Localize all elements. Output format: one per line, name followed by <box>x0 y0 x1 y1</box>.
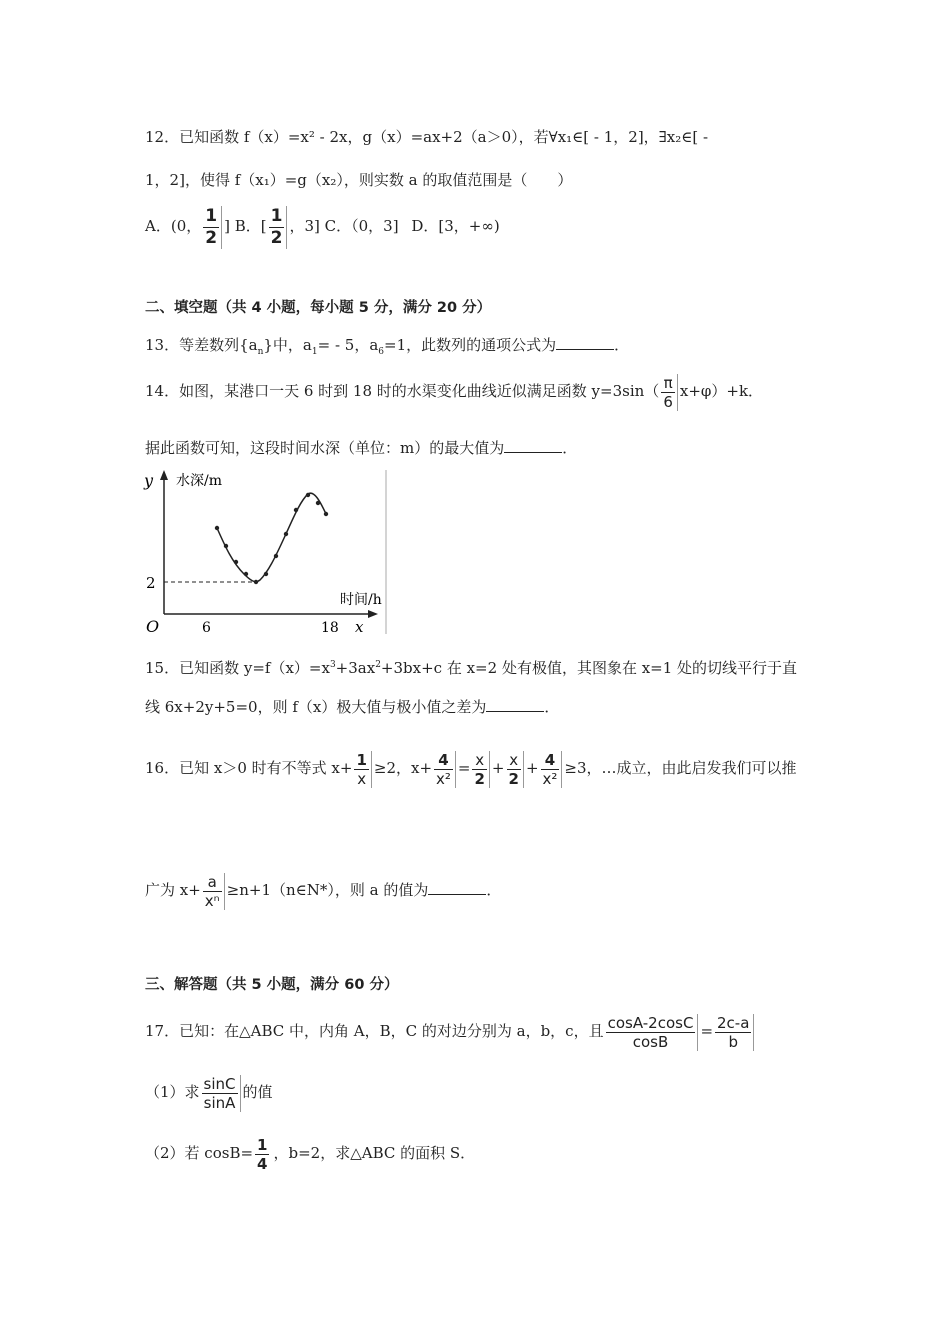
y-tick-label: 2 <box>146 574 156 592</box>
q17-part1-a: （1）求 <box>145 1083 200 1101</box>
q15-line2-text: 线 6x+2y+5=0，则 f（x）极大值与极小值之差为 <box>145 698 487 716</box>
q17-part-a: 17．已知：在△ABC 中，内角 A，B，C 的对边分别为 a，b，c，且 <box>145 1022 604 1040</box>
x-unit-label: 时间/h <box>340 592 382 608</box>
fraction-numerator: 2c-a <box>717 1013 750 1032</box>
fraction-denominator: 2 <box>474 769 485 788</box>
q12-line2: 1，2]，使得 f（x₁）=g（x₂），则实数 a 的取值范围是（ ） <box>145 171 573 189</box>
q13-part-c: = - 5，a <box>317 336 379 354</box>
q17-fraction-2 <box>715 1014 754 1051</box>
fraction-denominator: x <box>357 769 367 788</box>
curve-point <box>284 532 288 536</box>
fraction-numerator: 1 <box>205 205 218 226</box>
q12-option-a-label: A． <box>145 217 171 235</box>
q13-end: ． <box>614 336 630 354</box>
fraction-denominator: 2 <box>508 769 519 788</box>
q14-part-a: 14．如图，某港口一天 6 时到 18 时的水渠变化曲线近似满足函数 y=3sin（ <box>145 382 660 400</box>
q12-option-b-left: [ <box>260 217 267 235</box>
q15-line1 <box>145 655 797 678</box>
answer-blank <box>556 335 614 350</box>
section3-heading: 三、解答题（共 5 小题，满分 60 分） <box>145 977 399 993</box>
q12-line1: 12．已知函数 f（x）=x² - 2x，g（x）=ax+2（a＞0），若∀x₁∈[ - 1，2]，∃x₂∈[ - <box>145 128 709 146</box>
q14-line2 <box>145 438 577 458</box>
fraction-numerator: 1 <box>356 750 367 769</box>
curve-point <box>264 572 268 576</box>
fraction-numerator: 4 <box>541 751 560 770</box>
x-tick-label-6: 6 <box>202 620 211 636</box>
q17-part1 <box>145 1069 273 1115</box>
y-axis-arrow <box>160 470 168 480</box>
q16-fraction-5 <box>541 751 563 788</box>
fraction-denominator: 4 <box>257 1154 268 1173</box>
depth-curve <box>217 493 326 581</box>
curve-point <box>244 572 248 576</box>
fraction-denominator: x² <box>542 769 558 788</box>
fraction-denominator: xⁿ <box>204 891 220 910</box>
q12-option-d: D．[3，+∞) <box>411 217 500 235</box>
water-depth-figure <box>140 466 392 638</box>
q16-part-f: ≥3，…成立，由此启发我们可以推 <box>564 759 797 777</box>
x-axis-arrow <box>368 610 378 618</box>
fraction-denominator: b <box>728 1032 738 1051</box>
q12-options <box>145 204 500 249</box>
fraction-numerator: 1 <box>270 205 283 226</box>
fraction-numerator: 1 <box>257 1135 268 1154</box>
q17-line1 <box>145 1008 756 1054</box>
q15-part-b: +3ax <box>335 659 376 677</box>
q17-equals: = <box>700 1022 714 1040</box>
q13-sub-n: n <box>257 347 264 357</box>
q16-line2 <box>145 865 501 915</box>
q17-part2-a: （2）若 cosB= <box>145 1144 254 1162</box>
q16-line2-part-a: 广为 x+ <box>145 881 201 899</box>
answer-blank <box>428 880 486 895</box>
q16-part-c: = <box>457 759 471 777</box>
q16-fraction-1 <box>354 751 371 788</box>
curve-point <box>306 493 310 497</box>
fraction-denominator: sinA <box>203 1093 236 1112</box>
q15-end: ． <box>544 698 560 716</box>
fraction-numerator: a <box>203 873 222 892</box>
q12-option-a-fraction <box>203 206 222 249</box>
q13-sub-6: 6 <box>378 347 385 357</box>
curve-point <box>224 544 228 548</box>
y-axis-label: y <box>144 471 154 490</box>
q16-fraction-2 <box>434 751 456 788</box>
curve-points <box>215 493 328 584</box>
fraction-numerator: x <box>507 751 521 770</box>
fraction-numerator: sinC <box>203 1074 236 1093</box>
fraction-denominator: cosB <box>632 1032 669 1051</box>
q16-fraction-4 <box>507 751 524 788</box>
q17-part1-fraction <box>202 1075 241 1112</box>
q12-option-a-right: ] <box>224 217 230 235</box>
q15-part-a: 15．已知函数 y=f（x）=x <box>145 659 330 677</box>
q13-part-a: 13．等差数列{a <box>145 336 258 354</box>
q16-part-a: 16．已知 x＞0 时有不等式 x+ <box>145 759 353 777</box>
q16-fraction-6 <box>203 873 225 910</box>
q14-line2-text: 据此函数可知，这段时间水深（单位：m）的最大值为 <box>145 439 505 457</box>
answer-blank <box>486 697 544 712</box>
q14-fraction <box>661 374 678 411</box>
curve-point <box>274 554 278 558</box>
q12-option-b-fraction <box>269 206 288 249</box>
q16-fraction-3 <box>472 751 489 788</box>
q15-sup-2: 2 <box>375 660 381 670</box>
q16-part-b: ≥2，x+ <box>373 759 433 777</box>
q15-part-c: +3bx+c 在 x=2 处有极值，其图象在 x=1 处的切线平行于直 <box>380 659 798 677</box>
fraction-numerator: 4 <box>434 751 453 770</box>
q12-option-b-right: ，3] <box>289 217 320 235</box>
q17-part2-b: ，b=2，求△ABC 的面积 S． <box>273 1144 476 1162</box>
q15-line2 <box>145 697 559 717</box>
curve-point <box>316 501 320 505</box>
x-tick-label-18: 18 <box>321 620 339 636</box>
q12-option-a-left: (0， <box>170 217 202 235</box>
curve-point <box>324 512 328 516</box>
q13-sub-1: 1 <box>311 347 318 357</box>
q16-line1 <box>145 743 797 793</box>
curve-point <box>215 526 219 530</box>
answer-blank <box>504 438 562 453</box>
q14-end: ． <box>562 439 578 457</box>
curve-point <box>234 560 238 564</box>
q13-part-b: }中，a <box>263 336 312 354</box>
fraction-denominator: 2 <box>205 227 218 248</box>
q16-line2-part-b: ≥n+1（n∈N*），则 a 的值为 <box>226 881 429 899</box>
q13-text <box>145 335 629 362</box>
fraction-numerator: x <box>472 751 486 770</box>
q16-part-e: + <box>525 759 539 777</box>
q14-line1 <box>145 368 763 414</box>
q17-part2-fraction <box>255 1136 271 1173</box>
q17-fraction-1 <box>606 1014 699 1051</box>
x-axis-label: x <box>355 618 364 636</box>
curve-point <box>254 580 258 584</box>
fraction-denominator: 2 <box>270 227 283 248</box>
fraction-numerator: cosA-2cosC <box>607 1013 694 1032</box>
q12-option-c: C．（0，3] <box>324 217 399 235</box>
q12-option-b-label: B． <box>234 217 261 235</box>
q15-sup-3: 3 <box>329 660 336 670</box>
q13-part-d: =1，此数列的通项公式为 <box>384 336 557 354</box>
fraction-numerator: π <box>661 374 675 393</box>
fraction-denominator: x² <box>436 769 451 788</box>
section2-heading: 二、填空题（共 4 小题，每小题 5 分，满分 20 分） <box>145 300 492 316</box>
curve-point <box>294 508 298 512</box>
q14-part-b: x+φ）+k． <box>679 382 764 400</box>
q16-end: ． <box>486 881 502 899</box>
fraction-denominator: 6 <box>663 392 673 411</box>
y-unit-label: 水深/m <box>176 473 222 489</box>
q17-part2 <box>145 1130 475 1176</box>
q17-part1-b: 的值 <box>242 1083 273 1101</box>
q16-part-d: + <box>491 759 505 777</box>
origin-label: O <box>146 617 160 636</box>
